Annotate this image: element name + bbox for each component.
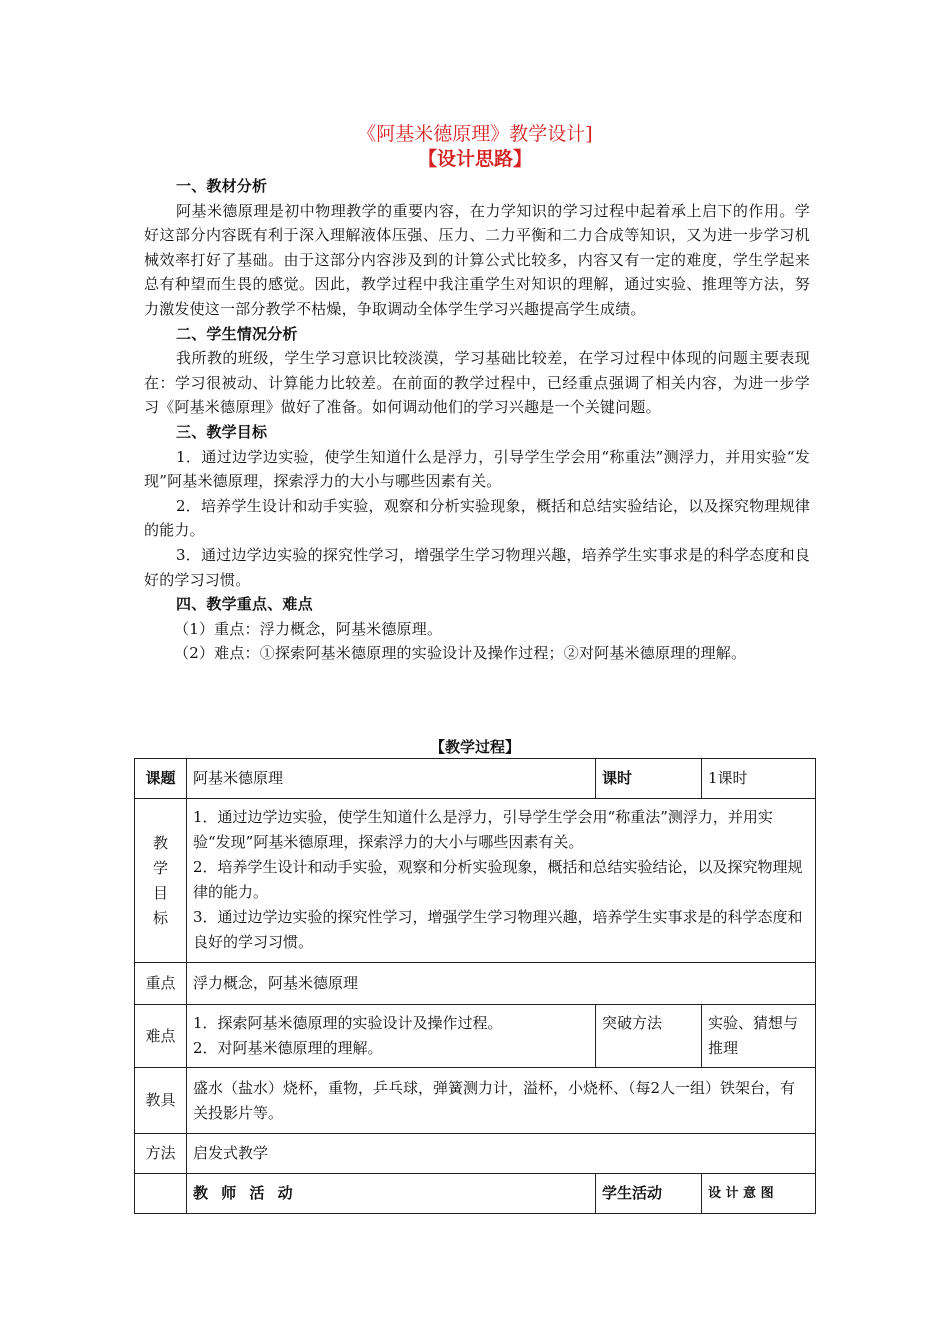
section-heading: 四、教学重点、难点 — [176, 595, 313, 614]
table-row — [135, 759, 816, 799]
goal-item: 3．通过边学边实验的探究性学习，增强学生学习物理兴趣，培养学生实事求是的科学态度和良好的学习习惯。 — [193, 908, 803, 951]
hours-label: 课时 — [596, 759, 702, 799]
table-row — [135, 1068, 816, 1134]
hours-value: 1课时 — [702, 759, 816, 799]
goal-item: 1．通过边学边实验，使学生知道什么是浮力，引导学生学会用“称重法”测浮力，并用实验“发现”阿基米德原理，探索浮力的大小与哪些因素有关。 — [193, 808, 773, 851]
table-row — [135, 963, 816, 1005]
breakthrough-label: 突破方法 — [596, 1005, 702, 1068]
method-label: 方法 — [135, 1134, 187, 1174]
section-paragraph: 3．通过边学边实验的探究性学习，增强学生学习物理兴趣，培养学生实事求是的科学态度和良好的学习习惯。 — [144, 545, 810, 589]
empty-cell — [135, 1174, 187, 1214]
table-title: 【教学过程】 — [429, 738, 520, 756]
topic-label: 课题 — [135, 759, 187, 799]
table-row — [135, 799, 816, 963]
table-row — [135, 1005, 816, 1068]
key-value: 浮力概念，阿基米德原理 — [187, 963, 816, 1005]
difficulty-label: 难点 — [135, 1005, 187, 1068]
table-row — [135, 1174, 816, 1214]
section-paragraph: （2）难点：①探索阿基米德原理的实验设计及操作过程；②对阿基米德原理的理解。 — [174, 644, 747, 663]
goals-label: 教 学 目 标 — [135, 799, 187, 963]
difficulty-item: 1．探索阿基米德原理的实验设计及操作过程。 — [193, 1014, 503, 1032]
goals-content — [187, 799, 816, 963]
document-title: 《阿基米德原理》教学设计] — [357, 123, 593, 145]
table-row — [135, 1134, 816, 1174]
breakthrough-value: 实验、猜想与推理 — [702, 1005, 816, 1068]
section-heading: 三、教学目标 — [176, 422, 268, 441]
topic-value: 阿基米德原理 — [187, 759, 596, 799]
difficulty-item: 2．对阿基米德原理的理解。 — [193, 1039, 383, 1057]
section-paragraph: 阿基米德原理是初中物理教学的重要内容，在力学知识的学习过程中起着承上启下的作用。学好这部分内容既有利于深入理解液体压强、压力、二力平衡和二力合成等知识，又为进一步学习机械效率打好了基础。由于这部分内容涉及到的计算公式比较多，内容又有一定的难度，学生学起来总有种望而生畏的感觉。因此，教学过程中我注重学生对知识的理解，通过实验、推理等方法，努力激发使这一部分教学不枯燥，争取调动全体学生学习兴趣提高学生成绩。 — [144, 201, 810, 318]
section-paragraph: 1．通过边学边实验，使学生知道什么是浮力，引导学生学会用“称重法”测浮力，并用实验“发现”阿基米德原理，探索浮力的大小与哪些因素有关。 — [144, 447, 810, 491]
lesson-plan-table — [134, 758, 816, 1214]
difficulty-content — [187, 1005, 596, 1068]
design-ideas-body — [144, 174, 810, 666]
design-intent-header: 设 计 意 图 — [702, 1174, 816, 1214]
teacher-activity-header: 教 师 活 动 — [187, 1174, 596, 1214]
key-label: 重点 — [135, 963, 187, 1005]
tools-value: 盛水（盐水）烧杯，重物，乒乓球，弹簧测力计，溢杯，小烧杯、（每2人一组）铁架台，有关投影片等。 — [187, 1068, 816, 1134]
section-paragraph: 2．培养学生设计和动手实验，观察和分析实验现象，概括和总结实验结论，以及探究物理规律的能力。 — [144, 496, 810, 540]
section-heading: 一、教材分析 — [176, 177, 268, 195]
section-paragraph: （1）重点：浮力概念，阿基米德原理。 — [174, 619, 443, 638]
goal-item: 2．培养学生设计和动手实验，观察和分析实验现象，概括和总结实验结论，以及探究物理规律的能力。 — [193, 858, 803, 901]
section-paragraph: 我所教的班级，学生学习意识比较淡漠，学习基础比较差，在学习过程中体现的问题主要表现在：学习很被动、计算能力比较差。在前面的教学过程中，已经重点强调了相关内容，为进一步学习《阿基米德原理》做好了准备。如何调动他们的学习兴趣是一个关键问题。 — [144, 349, 810, 417]
tools-label: 教具 — [135, 1068, 187, 1134]
student-activity-header: 学生活动 — [596, 1174, 702, 1214]
method-value: 启发式教学 — [187, 1134, 816, 1174]
section-heading: 二、学生情况分析 — [176, 324, 298, 343]
document-subtitle: 【设计思路】 — [417, 148, 532, 170]
